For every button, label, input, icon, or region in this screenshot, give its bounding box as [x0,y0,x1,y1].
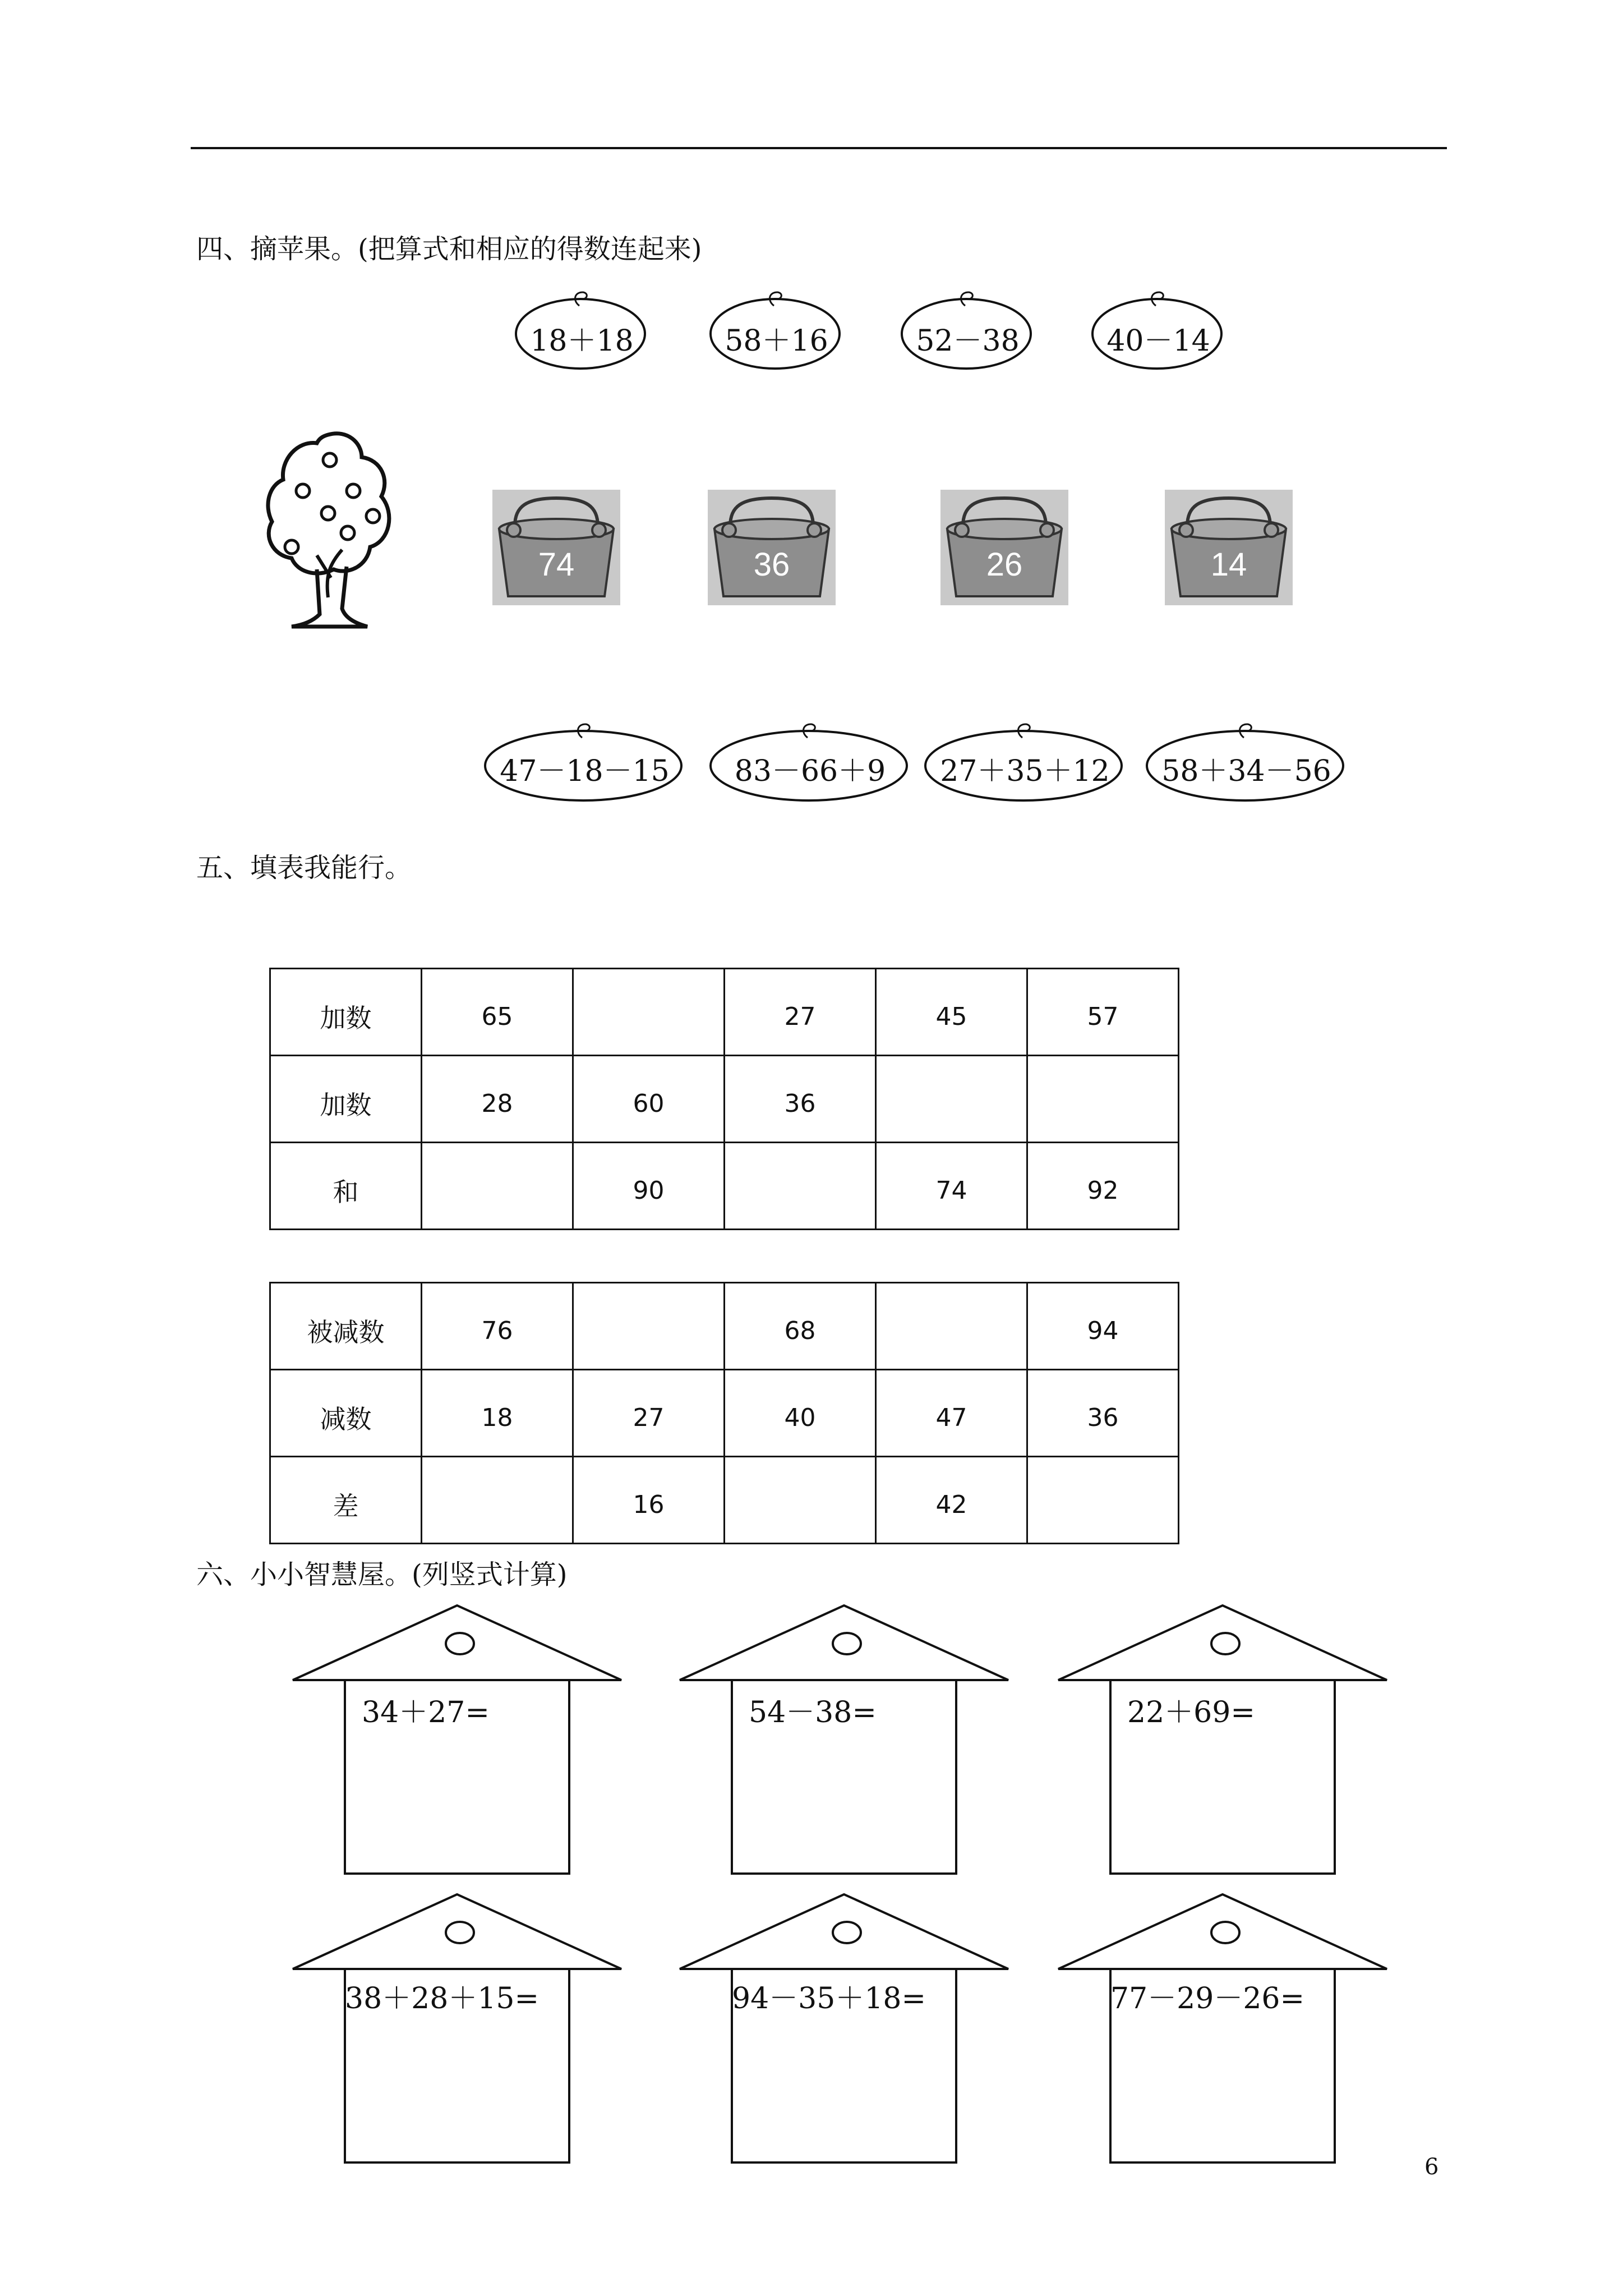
house-icon [1057,1893,1388,2174]
house-4[interactable] [292,1893,623,2174]
table-cell[interactable]: 28 [422,1056,573,1143]
table-cell[interactable]: 27 [573,1370,725,1457]
bucket-number: 74 [538,546,575,583]
house-equation: 34＋27= [362,1696,490,1729]
house-5[interactable] [679,1893,1009,2174]
bucket-4[interactable] [1165,490,1293,605]
bucket-number: 26 [986,546,1023,583]
table-cell[interactable] [422,1143,573,1230]
apple-7[interactable] [923,721,1127,811]
apple-tree-icon [264,429,404,665]
apple-4[interactable] [1090,289,1227,379]
header-rule [191,147,1447,149]
table-cell[interactable]: 57 [1027,969,1179,1056]
row-label: 和 [270,1143,422,1230]
table-row [270,1283,1179,1370]
table-cell[interactable]: 36 [1027,1370,1179,1457]
apple-expression: 27＋35＋12 [940,754,1110,788]
apple-5[interactable] [482,721,687,811]
table-cell[interactable] [573,969,725,1056]
row-label: 被减数 [270,1283,422,1370]
table-cell[interactable] [725,1457,876,1544]
section-4-heading: 四、摘苹果。(把算式和相应的得数连起来) [196,233,702,265]
house-icon [679,1893,1009,2174]
table-cell[interactable]: 42 [876,1457,1027,1544]
table-row [270,969,1179,1056]
apple-2[interactable] [708,289,845,379]
table-cell[interactable]: 40 [725,1370,876,1457]
house-equation: 22＋69= [1127,1696,1255,1729]
table-cell[interactable] [1027,1056,1179,1143]
house-equation: 77－29－26= [1110,1982,1305,2016]
table-cell[interactable]: 36 [725,1056,876,1143]
apple-expression: 18＋18 [530,324,634,358]
table-cell[interactable] [1027,1457,1179,1544]
house-icon [1057,1604,1388,1885]
row-label: 减数 [270,1370,422,1457]
table-cell[interactable]: 68 [725,1283,876,1370]
bucket-number: 14 [1210,546,1247,583]
apple-1[interactable] [513,289,651,379]
table-row [270,1143,1179,1230]
house-icon [679,1604,1009,1885]
table-cell[interactable] [876,1283,1027,1370]
table-row [270,1056,1179,1143]
table-cell[interactable]: 18 [422,1370,573,1457]
row-label: 加数 [270,1056,422,1143]
table-cell[interactable]: 92 [1027,1143,1179,1230]
section-6-heading: 六、小小智慧屋。(列竖式计算) [196,1559,568,1590]
house-2[interactable] [679,1604,1009,1885]
bucket-2[interactable] [708,490,836,605]
table-cell[interactable] [573,1283,725,1370]
table-cell[interactable]: 90 [573,1143,725,1230]
table-cell[interactable]: 94 [1027,1283,1179,1370]
table-cell[interactable] [876,1056,1027,1143]
apple-expression: 52－38 [916,324,1020,358]
apple-expression: 47－18－15 [500,754,670,788]
table-cell[interactable] [422,1457,573,1544]
table-cell[interactable]: 74 [876,1143,1027,1230]
apple-3[interactable] [899,289,1036,379]
house-6[interactable] [1057,1893,1388,2174]
table-cell[interactable] [725,1143,876,1230]
apple-expression: 58＋34－56 [1161,754,1331,788]
apple-expression: 58＋16 [725,324,828,358]
house-1[interactable] [292,1604,623,1885]
apple-expression: 40－14 [1106,324,1210,358]
subtraction-table [269,1282,1179,1544]
table-cell[interactable]: 65 [422,969,573,1056]
house-icon [292,1893,623,2174]
table-cell[interactable]: 47 [876,1370,1027,1457]
bucket-1[interactable] [492,490,620,605]
house-equation: 54－38= [749,1696,877,1729]
table-row [270,1457,1179,1544]
bucket-3[interactable] [940,490,1068,605]
house-icon [292,1604,623,1885]
table-cell[interactable]: 60 [573,1056,725,1143]
apple-8[interactable] [1144,721,1349,811]
section-5-heading: 五、填表我能行。 [196,852,412,884]
table-cell[interactable]: 16 [573,1457,725,1544]
table-row [270,1370,1179,1457]
table-cell[interactable]: 76 [422,1283,573,1370]
row-label: 差 [270,1457,422,1544]
apple-expression: 83－66＋9 [734,754,886,788]
apple-6[interactable] [708,721,912,811]
table-cell[interactable]: 45 [876,969,1027,1056]
bucket-number: 36 [753,546,790,583]
addition-table [269,968,1179,1230]
house-3[interactable] [1057,1604,1388,1885]
page-number: 6 [1424,2154,1439,2180]
row-label: 加数 [270,969,422,1056]
house-equation: 94－35＋18= [732,1982,926,2016]
house-equation: 38＋28＋15= [345,1982,540,2016]
table-cell[interactable]: 27 [725,969,876,1056]
